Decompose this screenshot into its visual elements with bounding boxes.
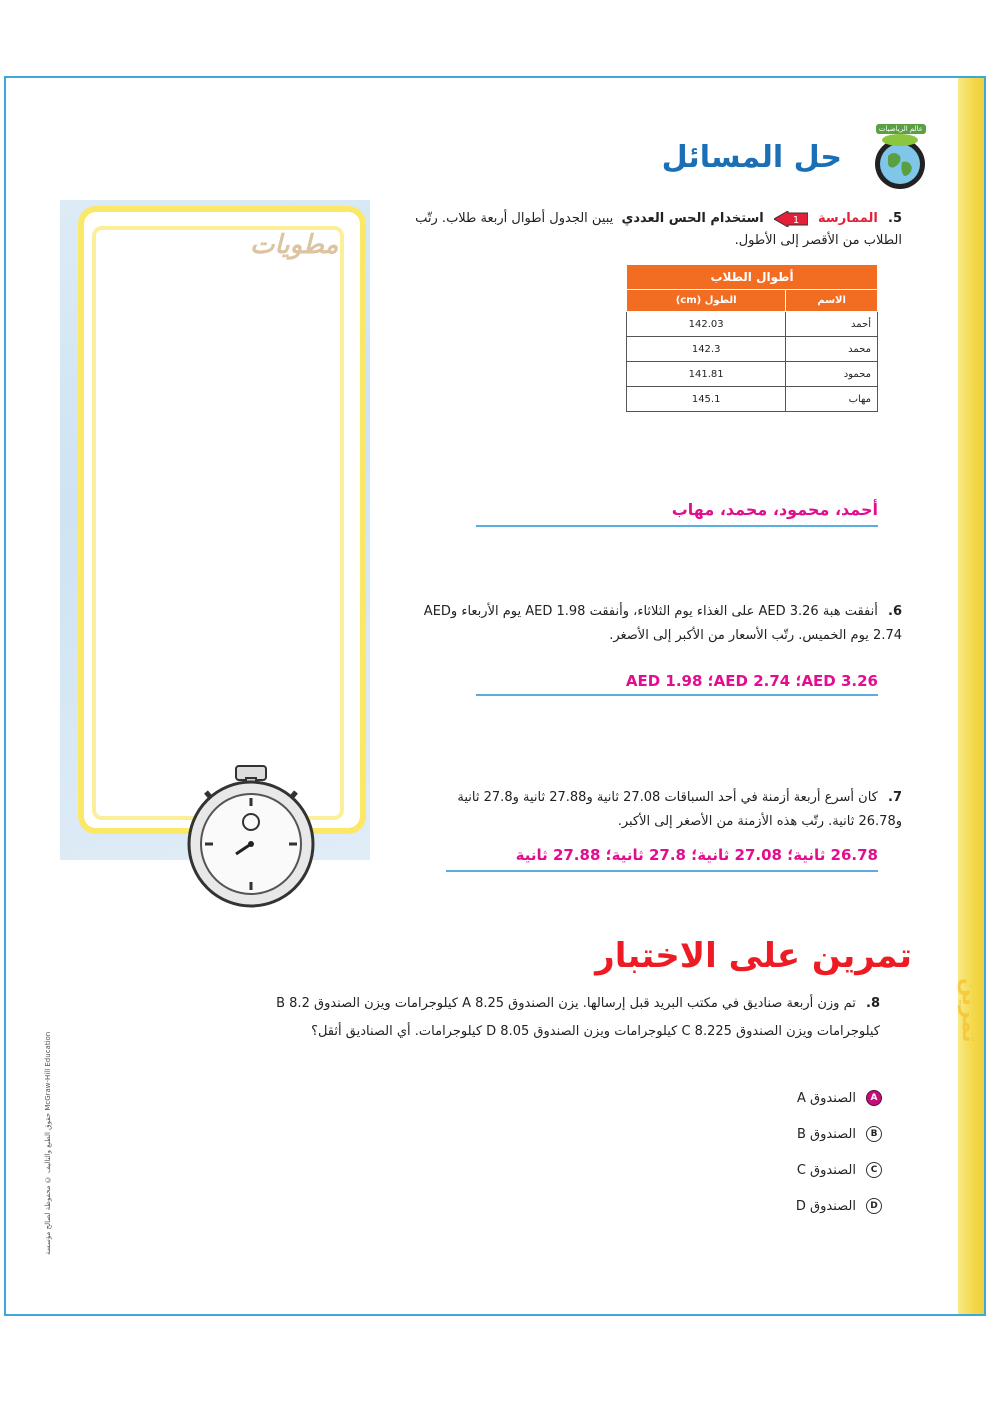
table-cell-height: 142.03 <box>627 312 786 337</box>
practice-label: الممارسة <box>818 211 878 226</box>
answer-7: 26.78 ثانية؛ 27.08 ثانية؛ 27.8 ثانية؛ 27.88 ثانية <box>446 846 878 872</box>
question-7-text: كان أسرع أربعة أزمنة في أحد السباقات 27.08 ثانية و27.88 ثانية و27.8 ثانية و26.78 ثانية. رتّب هذه الأزمنة من الأصغر إلى الأكبر. <box>457 790 902 829</box>
table-cell-name: مهاب <box>786 387 878 412</box>
option-label: الصندوق C <box>796 1162 856 1178</box>
answer-options <box>682 1080 882 1224</box>
question-7 <box>422 786 902 834</box>
table-cell-height: 141.81 <box>627 362 786 387</box>
option-label: الصندوق A <box>797 1090 856 1106</box>
notes-inner-frame <box>92 226 344 820</box>
practice-title: استخدام الحس العددي <box>621 211 764 226</box>
question-8-text: تم وزن أربعة صناديق في مكتب البريد قبل إرسالها. يزن الصندوق A 8.25 كيلوجرامات ويزن الصندوق B 8.2 كيلوجرامات ويزن الصندوق C 8.225 كيلوجرامات ويزن الصندوق D 8.05 كيلوجرامات. أي الصناديق أثقل؟ <box>276 996 880 1039</box>
question-5-number: 5. <box>888 211 902 226</box>
answer-6: AED 3.26؛ AED 2.74؛ AED 1.98 <box>476 672 878 696</box>
table-row <box>627 312 878 337</box>
table-cell-name: محمود <box>786 362 878 387</box>
table-cell-name: أحمد <box>786 312 878 337</box>
heights-table <box>626 264 878 412</box>
globe-icon <box>870 132 930 192</box>
notes-title: مطويات <box>250 230 339 260</box>
side-strip-label: تمرين <box>957 978 982 1043</box>
globe-badge: عالم الرياضيات <box>876 124 926 134</box>
table-cell-height: 145.1 <box>627 387 786 412</box>
option-c[interactable] <box>682 1152 882 1188</box>
copyright-credit: حقوق الطبع والتأليف © محفوظة لصالح مؤسسة McGraw-Hill Education <box>44 1031 52 1255</box>
test-practice-title: تمرين على الاختبار <box>595 936 912 976</box>
question-5 <box>402 208 902 252</box>
practice-number: 1 <box>792 214 800 226</box>
table-header-height: الطول (cm) <box>627 290 786 312</box>
table-header-name: الاسم <box>786 290 878 312</box>
question-8 <box>244 990 880 1046</box>
option-d[interactable] <box>682 1188 882 1224</box>
answer-5: أحمد، محمود، محمد، مهاب <box>476 500 878 527</box>
stopwatch-icon <box>176 762 326 912</box>
table-cell-height: 142.3 <box>627 337 786 362</box>
table-caption: أطوال الطلاب <box>627 265 878 290</box>
question-5-text: يبين الجدول أطوال أربعة طلاب. رتّب الطلاب من الأقصر إلى الأطول. <box>415 211 902 248</box>
question-7-number: 7. <box>888 790 902 805</box>
option-bubble[interactable]: A <box>866 1090 882 1106</box>
option-bubble[interactable]: B <box>866 1126 882 1142</box>
question-8-number: 8. <box>866 996 880 1011</box>
table-row <box>627 387 878 412</box>
question-6-number: 6. <box>888 604 902 619</box>
section-title: حل المسائل <box>661 140 842 175</box>
option-a[interactable] <box>682 1080 882 1116</box>
option-label: الصندوق B <box>796 1126 856 1142</box>
option-b[interactable] <box>682 1116 882 1152</box>
table-row <box>627 362 878 387</box>
option-bubble[interactable]: D <box>866 1198 882 1214</box>
table-cell-name: محمد <box>786 337 878 362</box>
practice-arrow-icon <box>774 211 808 227</box>
table-row <box>627 337 878 362</box>
question-6-text: أنفقت هبة AED 3.26 على الغذاء يوم الثلاثاء، وأنفقت AED 1.98 يوم الأربعاء وAED 2.74 يوم الخميس. رتّب الأسعار من الأكبر إلى الأصغر. <box>423 604 902 643</box>
option-bubble[interactable]: C <box>866 1162 882 1178</box>
option-label: الصندوق D <box>795 1198 856 1214</box>
question-6 <box>422 600 902 648</box>
